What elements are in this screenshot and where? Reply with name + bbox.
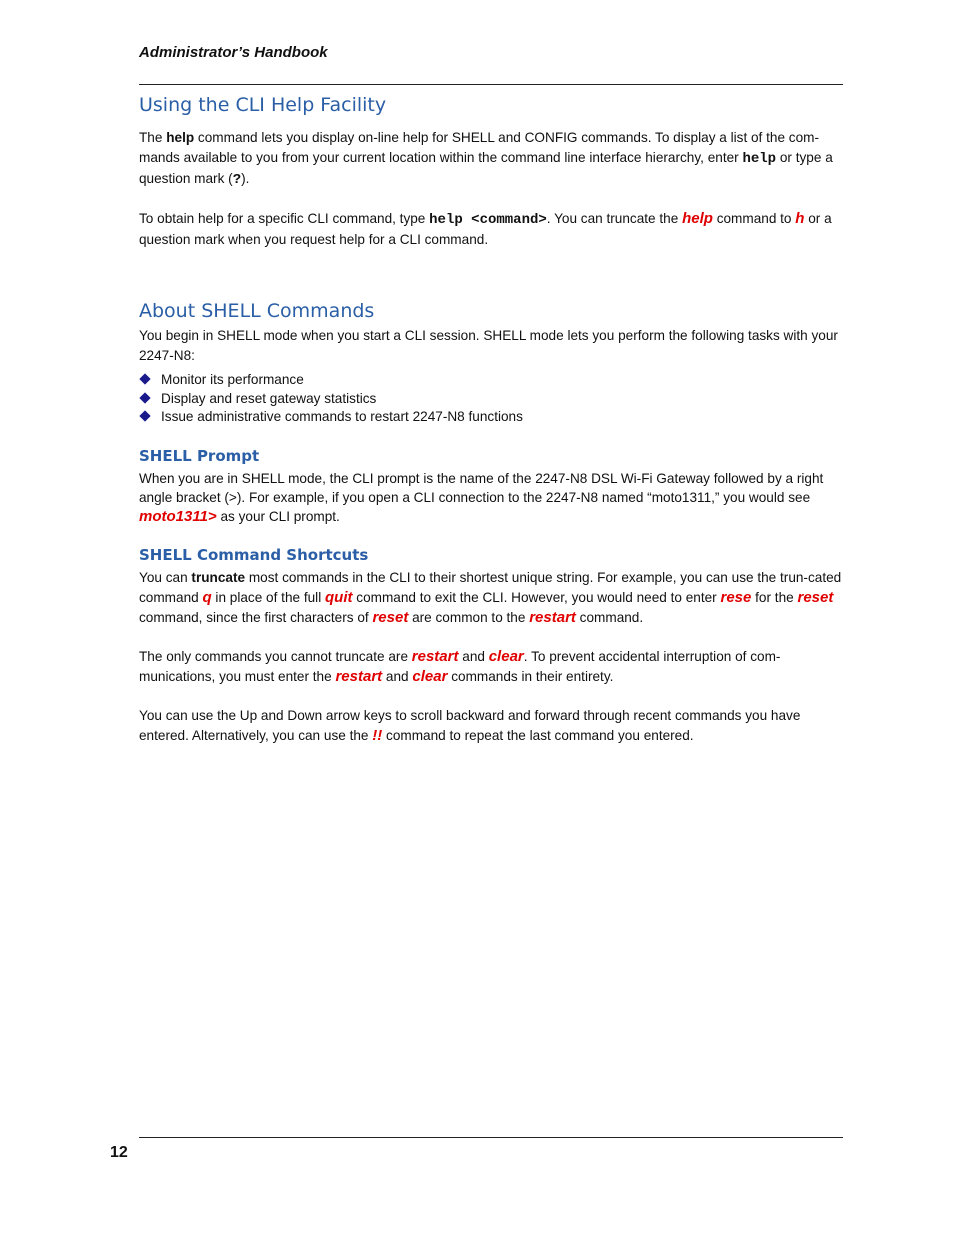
text: The only commands you cannot truncate are xyxy=(139,648,412,664)
text: command lets you display on-line help for SHELL and CONFIG commands. To display a list of the com-mands available to you from your current location within the command line interface hierarchy, enter xyxy=(139,130,819,165)
cmd-restart: restart xyxy=(335,667,383,685)
section-heading-cli-help: Using the CLI Help Facility xyxy=(139,94,387,116)
cli-help-paragraph-2 xyxy=(139,209,843,250)
list-item-text: Display and reset gateway statistics xyxy=(161,390,377,406)
subheading-shell-shortcuts: SHELL Command Shortcuts xyxy=(139,545,369,564)
list-item-text: Monitor its performance xyxy=(161,372,304,387)
bold-truncate: truncate xyxy=(191,569,246,585)
text: are common to the xyxy=(408,609,530,625)
text: and xyxy=(458,648,489,664)
shell-intro: You begin in SHELL mode when you start a CLI session. SHELL mode lets you perform the following tasks with your 2247-N8: xyxy=(139,328,838,363)
text: or type a question mark ( xyxy=(139,150,833,186)
text: or a question mark when you request help for a CLI command. xyxy=(139,211,832,247)
text: . To prevent accidental interruption of com-munications, you must enter the xyxy=(139,648,781,684)
text: ). xyxy=(241,171,250,186)
diamond-bullet-icon xyxy=(139,410,150,421)
text: command to xyxy=(712,211,796,226)
cmd-help: help xyxy=(682,210,713,227)
cli-help-paragraph-1 xyxy=(139,128,843,190)
text: most commands in the CLI to their shortest unique string. For example, you can use the trun-cated command xyxy=(139,569,842,605)
cmd-q: q xyxy=(202,588,212,606)
subheading-shell-prompt: SHELL Prompt xyxy=(139,446,260,465)
cmd-reset: reset xyxy=(372,608,409,626)
cmd-moto1311-prompt: moto1311> xyxy=(139,507,217,525)
diamond-bullet-icon xyxy=(139,392,150,403)
diamond-bullet-icon xyxy=(139,373,150,384)
text: as your CLI prompt. xyxy=(216,508,340,524)
running-header: Administrator’s Handbook xyxy=(139,44,328,61)
list-item xyxy=(139,390,843,409)
page-number: 12 xyxy=(110,1144,128,1161)
list-item xyxy=(139,408,843,427)
page-content xyxy=(139,92,843,746)
text: When you are in SHELL mode, the CLI prompt is the name of the 2247-N8 DSL Wi-Fi Gateway followed by a right angle bracket (>). For example, if you open a CLI connection to the 2247-N8 named “moto1311,” you would see xyxy=(139,470,824,505)
section-heading-shell: About SHELL Commands xyxy=(139,300,375,322)
text: command, since the first characters of xyxy=(139,609,373,625)
shell-prompt-paragraph xyxy=(139,469,843,526)
text: The xyxy=(139,130,167,145)
footer-rule xyxy=(139,1137,843,1138)
cmd-restart: restart xyxy=(411,647,459,665)
cmd-reset: reset xyxy=(797,588,834,606)
text: You can use the Up and Down arrow keys to scroll backward and forward through recent commands you have entered. Alternatively, you can use the xyxy=(139,707,801,743)
cmd-rese: rese xyxy=(720,588,752,606)
code-question-mark: ? xyxy=(232,172,242,188)
cmd-h: h xyxy=(795,210,805,227)
bold-help: help xyxy=(166,130,195,145)
shell-task-list xyxy=(139,371,843,427)
list-item xyxy=(139,371,843,390)
cmd-repeat-last: !! xyxy=(372,726,383,744)
cmd-quit: quit xyxy=(325,588,353,606)
text: . You can truncate the xyxy=(546,211,683,226)
cmd-restart: restart xyxy=(529,608,576,626)
text: in place of the full xyxy=(211,589,325,605)
text: command to exit the CLI. However, you would need to enter xyxy=(352,589,721,605)
cmd-clear: clear xyxy=(412,667,448,685)
shortcuts-paragraph-2 xyxy=(139,647,843,687)
text: To obtain help for a specific CLI command, type xyxy=(139,211,430,226)
text: commands in their entirety. xyxy=(447,668,614,684)
text: You can xyxy=(139,569,192,585)
code-help: help xyxy=(742,151,777,167)
text: and xyxy=(382,668,413,684)
list-item-text: Issue administrative commands to restart 2247-N8 functions xyxy=(161,409,523,424)
text: command. xyxy=(575,609,644,625)
shortcuts-paragraph-1 xyxy=(139,568,843,628)
shortcuts-paragraph-3 xyxy=(139,706,843,746)
cmd-clear: clear xyxy=(488,647,524,665)
text: for the xyxy=(755,589,798,605)
header-rule xyxy=(139,84,843,85)
code-help-command: help <command> xyxy=(429,212,547,228)
text: command to repeat the last command you entered. xyxy=(382,727,694,743)
